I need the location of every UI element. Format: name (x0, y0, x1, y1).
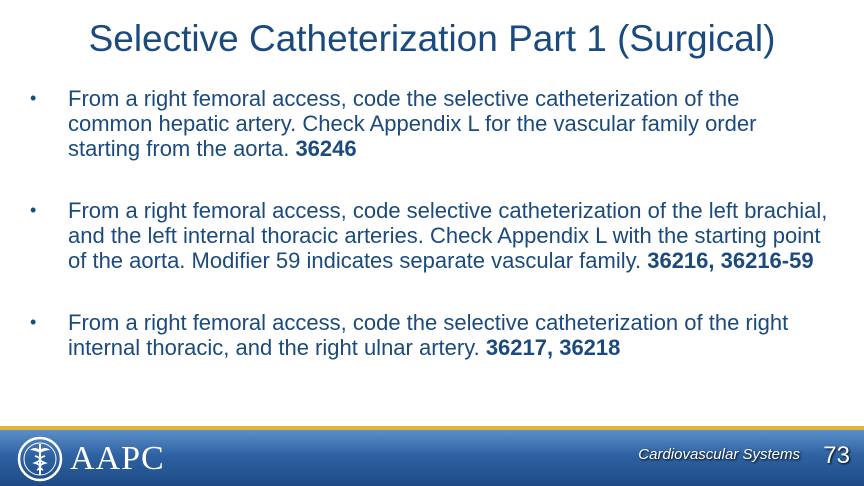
bullet-text: From a right femoral access, code the selective catheterization of the common hepatic artery. Check Appendix L for the vascular family order starting from the aorta. (68, 86, 757, 161)
bullet-item (0, 310, 864, 360)
bullet-item (0, 198, 864, 273)
bullet-text: From a right femoral access, code selective catheterization of the left brachial, and the left internal thoracic arteries. Check Appendix L with the starting point of the aorta. Modifier 59 indicates separate vascular family. (68, 198, 828, 273)
aapc-logo (16, 434, 165, 484)
bullet-list (0, 86, 864, 360)
cpt-code: 36217, 36218 (485, 335, 621, 360)
bullet-item (0, 86, 864, 161)
bullet-marker: • (30, 312, 37, 332)
page-number: 73 (823, 442, 850, 469)
logo-text: AAPC (70, 440, 165, 477)
caduceus-seal-icon (16, 435, 64, 483)
footer-bar (0, 426, 864, 486)
bullet-text: From a right femoral access, code the selective catheterization of the right internal thoracic, and the right ulnar artery. (68, 310, 789, 360)
cpt-code: 36246 (295, 136, 357, 161)
cpt-code: 36216, 36216-59 (647, 248, 814, 273)
bullet-marker: • (30, 88, 37, 108)
section-label: Cardiovascular Systems (638, 446, 800, 463)
slide-title: Selective Catheterization Part 1 (Surgical) (88, 18, 776, 59)
bullet-marker: • (30, 200, 37, 220)
